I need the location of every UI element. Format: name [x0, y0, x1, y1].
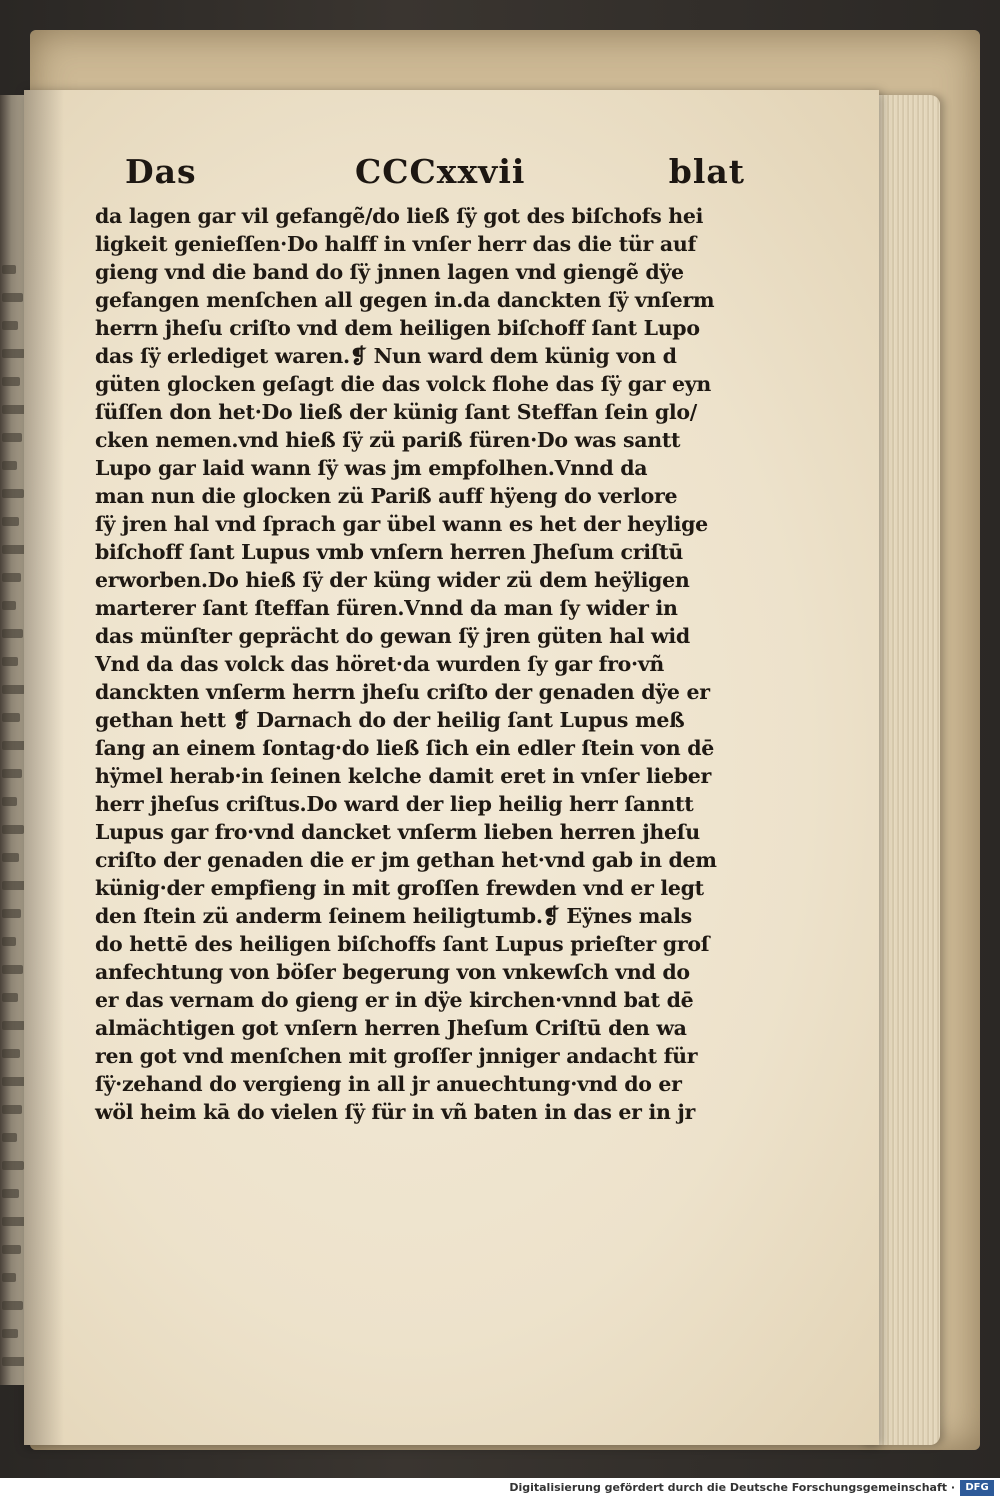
- text-line: wöl heim kā do vielen ſÿ für in vñ baten in das er in jr: [95, 1100, 696, 1124]
- text-line: gefangen menſchen all gegen in.da danckten ſÿ vnſerm: [95, 288, 715, 312]
- left-page-text-line: [2, 629, 23, 638]
- text-line: hÿmel herab·in ſeinen kelche damit eret in vnſer lieber: [95, 764, 711, 788]
- text-line: almächtigen got vnſern herren Jheſum Criſtū den wa: [95, 1016, 687, 1040]
- left-page-text-line: [2, 993, 18, 1002]
- footer-bar: [0, 1478, 1000, 1499]
- text-line: das ſÿ erlediget waren.❡ Nun ward dem künig von d: [95, 344, 677, 368]
- left-page-text-line: [2, 293, 23, 302]
- text-line: anfechtung von böſer begerung von vnkewſch vnd do: [95, 960, 690, 984]
- funding-credit: Digitalisierung gefördert durch die Deutsche Forschungsgemeinschaft ·: [509, 1481, 955, 1494]
- left-page-text-line: [2, 797, 17, 806]
- left-page-text-line: [2, 1105, 22, 1114]
- running-header: [125, 152, 745, 202]
- page-text-block: [95, 202, 745, 1126]
- left-page-text-line: [2, 321, 18, 330]
- left-page-text-line: [2, 545, 26, 554]
- left-page-text-line: [2, 1161, 24, 1170]
- left-page-text-line: [2, 349, 25, 358]
- text-line: er das vernam do gieng er in dÿe kirchen·vnnd bat dē: [95, 988, 694, 1012]
- text-line: da lagen gar vil gefangẽ/do ließ ſÿ got des biſchofs hei: [95, 204, 704, 228]
- left-page-text-line: [2, 1049, 20, 1058]
- text-line: marterer ſant ſteffan füren.Vnnd da man ſy wider in: [95, 596, 678, 620]
- text-line: Lupus gar fro·vnd dancket vnſerm lieben herren jheſu: [95, 820, 700, 844]
- left-page-text-line: [2, 769, 22, 778]
- left-page-text-line: [2, 377, 20, 386]
- text-line: ren got vnd menſchen mit groſſer jnniger andacht für: [95, 1044, 698, 1068]
- text-line: danckten vnſerm herrn jheſu criſto der genaden dÿe er: [95, 680, 710, 704]
- text-line: Lupo gar laid wann ſÿ was jm empfolhen.Vnnd da: [95, 456, 648, 480]
- left-page-text-line: [2, 965, 23, 974]
- text-line: criſto der genaden die er jm gethan het·vnd gab in dem: [95, 848, 717, 872]
- left-page-text-line: [2, 1273, 16, 1282]
- text-line: herrn jheſu criſto vnd dem heiligen biſchoff ſant Lupo: [95, 316, 700, 340]
- left-page-text-line: [2, 265, 16, 274]
- text-line: güten glocken geſagt die das volck flohe das ſÿ gar eyn: [95, 372, 712, 396]
- left-page-text-line: [2, 685, 25, 694]
- left-page-text-line: [2, 1133, 17, 1142]
- text-line: das münſter geprächt do gewan ſÿ jren güten hal wid: [95, 624, 690, 648]
- left-page-text-line: [2, 1245, 21, 1254]
- text-line: cken nemen.vnd hieß ſÿ zü pariß füren·Do was santt: [95, 428, 681, 452]
- text-line: gieng vnd die band do ſÿ jnnen lagen vnd giengẽ dÿe: [95, 260, 684, 284]
- left-page-text-line: [2, 909, 21, 918]
- left-page-text-line: [2, 1217, 26, 1226]
- left-page-text-line: [2, 713, 20, 722]
- left-page-text-line: [2, 937, 16, 946]
- text-line: man nun die glocken zü Pariß auff hÿeng do verlore: [95, 484, 678, 508]
- text-line: biſchoff ſant Lupus vmb vnſern herren Jheſum criſtū: [95, 540, 684, 564]
- text-line: erworben.Do hieß ſÿ der küng wider zü dem heÿligen: [95, 568, 690, 592]
- left-page-text-line: [2, 1189, 19, 1198]
- left-page-text-line: [2, 1357, 25, 1366]
- left-page-text-line: [2, 1021, 25, 1030]
- left-page-text-line: [2, 853, 19, 862]
- left-page-text-line: [2, 601, 16, 610]
- text-line: Vnd da das volck das höret·da wurden ſy gar fro·vñ: [95, 652, 665, 676]
- text-line: do hettē des heiligen biſchoffs ſant Lupus prieſter groſ: [95, 932, 710, 956]
- spine-shadow: [24, 90, 64, 1445]
- text-line: ſÿ jren hal vnd ſprach gar übel wann es het der heylige: [95, 512, 708, 536]
- folio-number: CCCxxvii: [355, 152, 526, 191]
- header-left: Das: [125, 152, 197, 191]
- text-line: künig·der empfieng in mit groſſen frewden vnd er legt: [95, 876, 704, 900]
- text-line: den ſtein zü anderm ſeinem heiligtumb.❡ Eÿnes mals: [95, 904, 692, 928]
- text-line: ſüſſen don het·Do ließ der künig ſant Steffan ſein glo/: [95, 400, 697, 424]
- left-page-text-line: [2, 657, 18, 666]
- text-line: ligkeit genieſſen·Do halff in vnſer herr das die tür auf: [95, 232, 696, 256]
- left-page-text-line: [2, 881, 26, 890]
- left-page-text-line: [2, 825, 24, 834]
- dfg-logo[interactable]: DFG: [960, 1480, 994, 1496]
- left-page-text-line: [2, 433, 22, 442]
- header-right: blat: [668, 152, 745, 191]
- left-page-text-line: [2, 1329, 18, 1338]
- left-page-text-line: [2, 461, 17, 470]
- left-page-text-line: [2, 573, 21, 582]
- left-page-text-line: [2, 517, 19, 526]
- text-line: gethan hett ❡ Darnach do der heilig ſant Lupus meß: [95, 708, 685, 732]
- text-line: herr jheſus criſtus.Do ward der liep heilig herr ſanntt: [95, 792, 694, 816]
- left-page-text-line: [2, 489, 24, 498]
- text-line: ſÿ·zehand do vergieng in all jr anuechtung·vnd do er: [95, 1072, 682, 1096]
- left-page-text-line: [2, 1301, 23, 1310]
- text-line: ſang an einem ſontag·do ließ ſich ein edler ſtein von dē: [95, 736, 715, 760]
